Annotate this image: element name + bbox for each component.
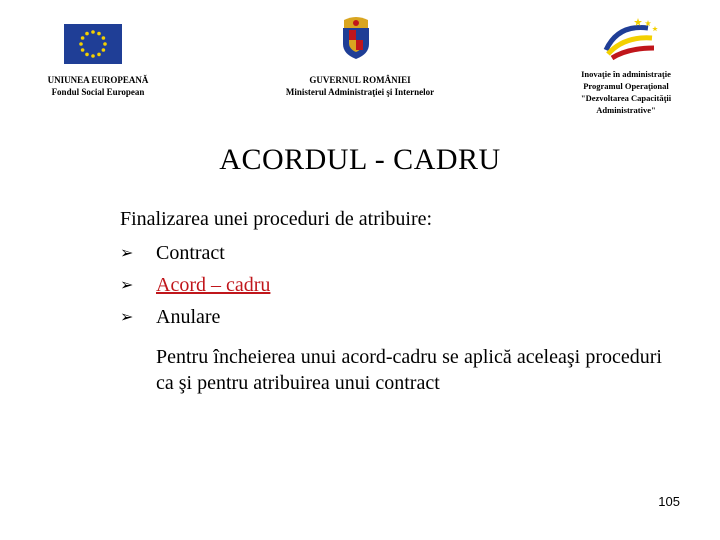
eu-caption xyxy=(28,74,168,98)
romania-coat-of-arms-icon xyxy=(340,14,372,60)
program-caption-line4: Administrative" xyxy=(596,105,656,115)
bullet-text: Contract xyxy=(156,242,225,264)
program-caption xyxy=(560,68,692,116)
program-caption-line2: Programul Operaţional xyxy=(583,81,669,91)
eu-caption-line1: UNIUNEA EUROPEANĂ xyxy=(47,75,149,85)
slide-title: ACORDUL - CADRU xyxy=(219,143,501,176)
eu-caption-line2: Fondul Social European xyxy=(51,87,145,97)
government-caption xyxy=(270,74,450,98)
program-caption-line1: Inovaţie în administraţie xyxy=(581,69,671,79)
bullet-text: Anulare xyxy=(156,306,221,328)
arrow-bullet-icon: ➢ xyxy=(120,307,134,326)
bullet-text-highlighted[interactable]: Acord – cadru xyxy=(156,274,271,296)
arrow-bullet-icon: ➢ xyxy=(120,275,134,294)
bullet-item-highlighted xyxy=(120,272,270,298)
government-caption-line1: GUVERNUL ROMÂNIEI xyxy=(309,75,411,85)
bullet-item xyxy=(120,304,220,330)
note-paragraph: Pentru încheierea unui acord-cadru se aplică aceleaşi proceduri ca şi pentru atribuirea unui contract xyxy=(156,346,662,394)
page-number: 105 xyxy=(658,494,680,509)
bullet-item xyxy=(120,240,225,266)
program-caption-line3: "Dezvoltarea Capacităţii xyxy=(580,93,672,103)
government-caption-line2: Ministerul Administraţiei şi Internelor xyxy=(285,87,435,97)
program-logo-icon xyxy=(598,16,660,62)
intro-text: Finalizarea unei proceduri de atribuire: xyxy=(120,208,433,230)
eu-flag-icon xyxy=(64,24,122,64)
arrow-bullet-icon: ➢ xyxy=(120,243,134,262)
